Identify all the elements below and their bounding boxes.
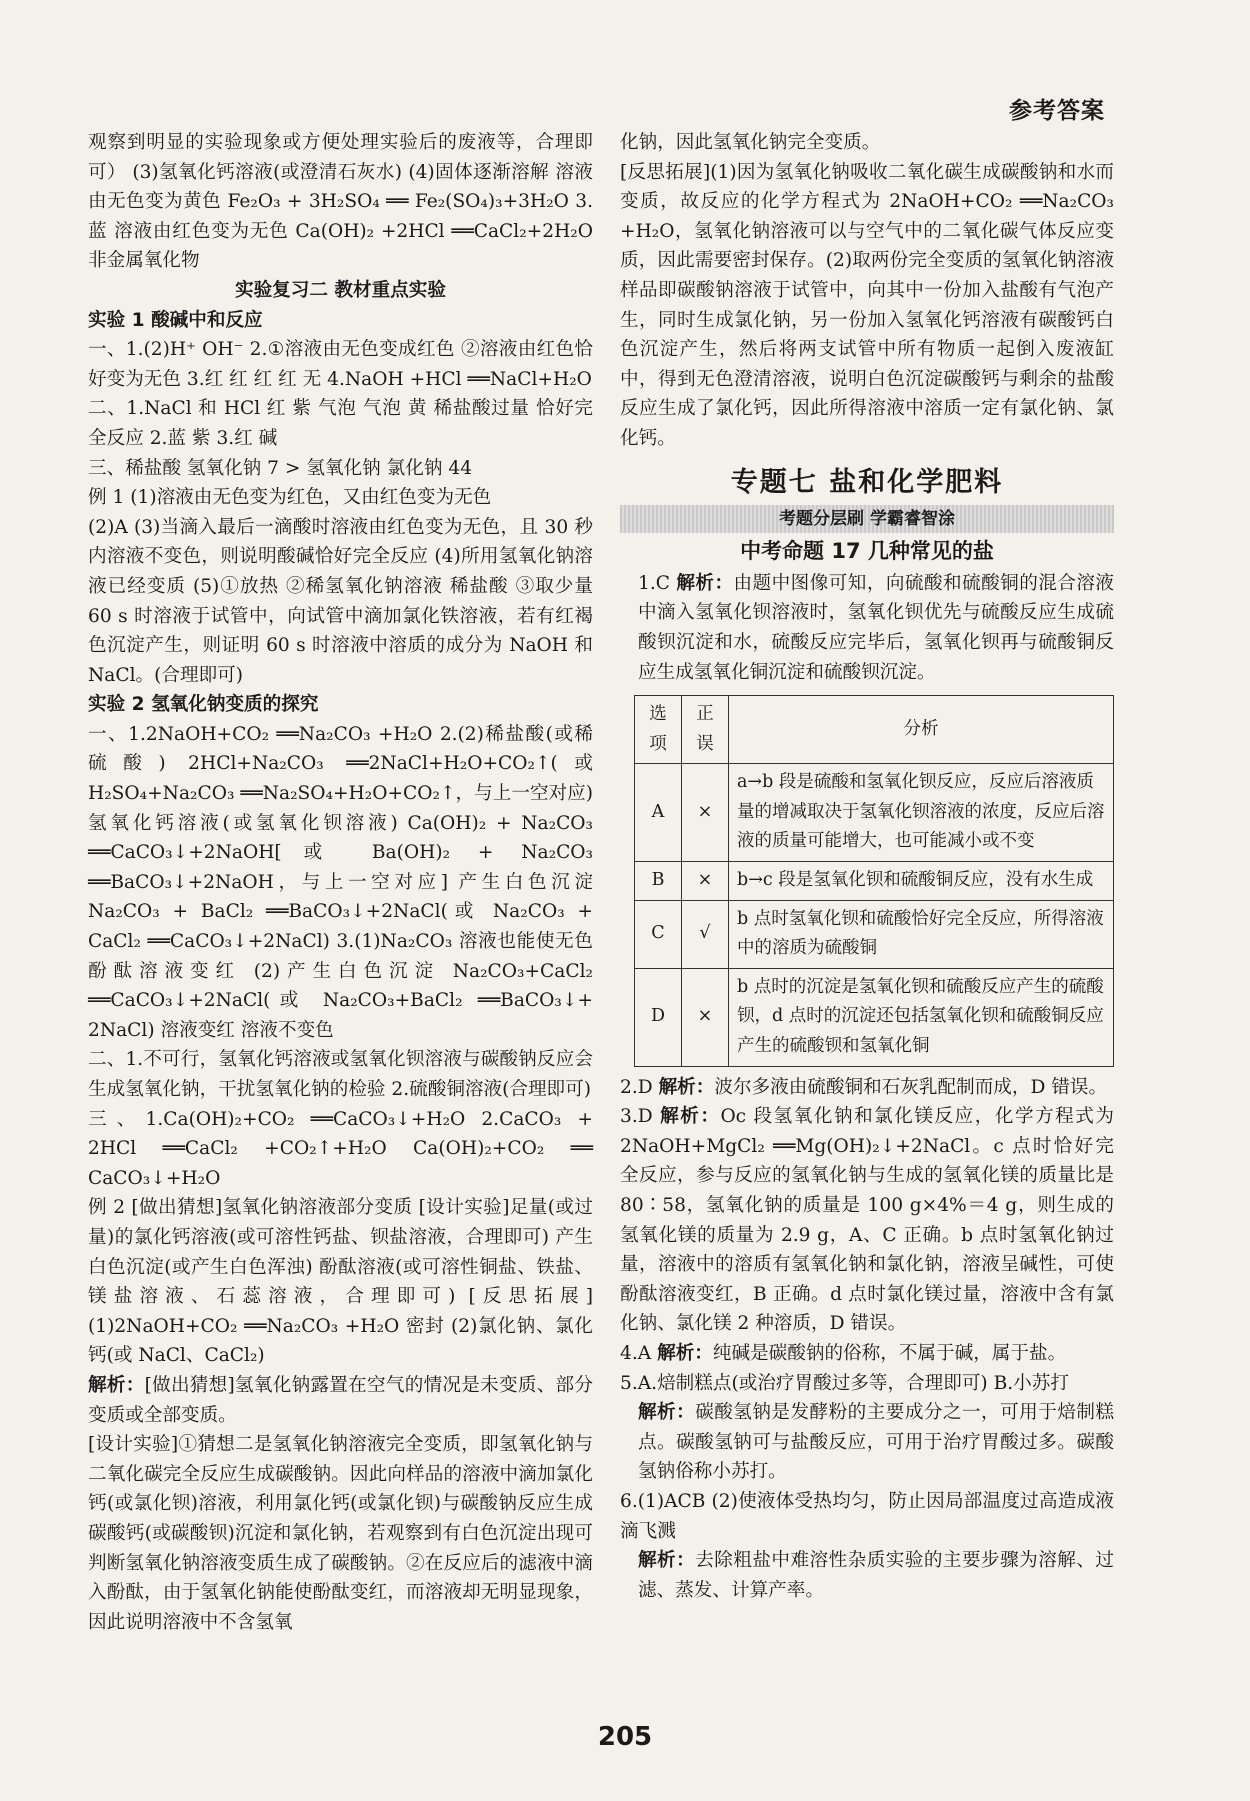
table-header-option: 选项 xyxy=(635,696,682,764)
answer-number: 2.D xyxy=(620,1076,653,1098)
left-paragraph: 例 1 (1)溶液由无色变为红色，又由红色变为无色 xyxy=(88,487,492,509)
table-cell-analysis: b→c 段是氢氧化钡和硫酸铜反应，没有水生成 xyxy=(729,862,1114,901)
table-cell-mark: × xyxy=(682,968,729,1066)
answer-number: 6.(1)ACB (2)使液体受热均匀，防止因局部温度过高造成液滴飞溅 xyxy=(620,1490,1114,1542)
q1-analysis-label: 解析： xyxy=(676,572,734,594)
analysis-text: Oc 段氢氧化钠和氯化镁反应，化学方程式为 2NaOH+MgCl₂ ══Mg(OH)₂↓+2NaCl。c 点时恰好完全反应，参与反应的氢氧化钠与生成的氢氧化镁的质量比是 80∶58，氢氧化钠的质量是 100 g×4%＝4 g，则生成的氢氧化镁的质量为 2.9 g，A、C 正确。b 点时氢氧化钠过量，溶液中的溶质有氢氧化钠和氯化钠，溶液呈碱性，可使酚酞溶液变红，B 正确。d 点时氯化镁过量，溶液中含有氯化钠、氯化镁 2 种溶质，D 错误。 xyxy=(620,1106,1114,1335)
answer-paragraph xyxy=(620,1487,1114,1546)
answer-paragraph xyxy=(620,1546,1114,1605)
right-column xyxy=(620,128,1114,1605)
table-cell-mark: × xyxy=(682,764,729,862)
page-header-title: 参考答案 xyxy=(1009,98,1105,124)
left-paragraph: 二、1.NaCl 和 HCl 红 紫 气泡 气泡 黄 稀盐酸过量 恰好完全反应 2.蓝 紫 3.红 碱 xyxy=(88,398,593,449)
left-paragraph: 例 2 [做出猜想]氢氧化钠溶液部分变质 [设计实验]足量(或过量)的氯化钙溶液(或可溶性钙盐、钡盐溶液，合理即可) 产生白色沉淀(或产生白色浑浊) 酚酞溶液(或可溶性铜盐、铁盐、镁盐溶液、石蕊溶液，合理即可) [反思拓展](1)2NaOH+CO₂ ══Na₂CO₃ +H₂O 密封 (2)氯化钠、氯化钙(或 NaCl、CaCl₂) xyxy=(88,1197,593,1367)
table-row xyxy=(635,862,1114,901)
right-column-top-text xyxy=(620,128,1114,454)
left-paragraph: [设计实验]①猜想二是氢氧化钠溶液完全变质，即氢氧化钠与二氧化碳完全反应生成碳酸钠。因此向样品的溶液中滴加氯化钙(或氯化钡)溶液，利用氯化钙(或氯化钡)与碳酸钠反应生成碳酸钙(或碳酸钡)沉淀和氯化钠，若观察到有白色沉淀出现可判断氢氧化钠溶液变质生成了碳酸钠。②在反应后的滤液中滴入酚酞，由于氢氧化钠能使酚酞变红，而溶液却无明显现象，因此说明溶液中不含氢氧 xyxy=(88,1434,593,1633)
section-heading: 实验复习二 教材重点实验 xyxy=(234,279,446,301)
right-column-bottom-text xyxy=(620,1073,1114,1606)
analysis-text: 去除粗盐中难溶性杂质实验的主要步骤为溶解、过滤、蒸发、计算产率。 xyxy=(638,1550,1114,1601)
table-header-row xyxy=(635,696,1114,764)
left-paragraph: 三、1.Ca(OH)₂+CO₂ ══CaCO₃↓+H₂O 2.CaCO₃ + 2HCl ══CaCl₂ +CO₂↑+H₂O Ca(OH)₂+CO₂ ══ CaCO₃↓+H₂O xyxy=(88,1108,593,1189)
analysis-table xyxy=(634,695,1114,1067)
experiment-heading: 实验 1 酸碱中和反应 xyxy=(88,309,263,331)
left-paragraph: 观察到明显的实验现象或方便处理实验后的废液等，合理即可） (3)氢氧化钙溶液(或澄清石灰水) (4)固体逐渐溶解 溶液由无色变为黄色 Fe₂O₃ + 3H₂SO₄ ══ Fe₂(SO₄)₃+3H₂O 3.蓝 溶液由红色变为无色 Ca(OH)₂ +2HCl ══CaCl₂+2H₂O 非金属氧化物 xyxy=(88,132,593,272)
table-row xyxy=(635,900,1114,968)
analysis-text: [做出猜想]氢氧化钠露置在空气的情况是未变质、部分变质或全部变质。 xyxy=(88,1374,593,1426)
q1-answer: 1.C xyxy=(638,572,670,594)
answer-paragraph xyxy=(620,1398,1114,1487)
section-band: 考题分层刷 学霸睿智涂 xyxy=(620,505,1114,533)
left-paragraph: (2)A (3)当滴入最后一滴酸时溶液由红色变为无色，且 30 秒内溶液不变色，则说明酸碱恰好完全反应 (4)所用氢氧化钠溶液已经变质 (5)①放热 ②稀氢氧化钠溶液 稀盐酸 ③取少量 60 s 时溶液于试管中，向试管中滴加氯化铁溶液，若有红褐色沉淀产生，则证明 60 s 时溶液中溶质的成分为 NaOH 和 NaCl。(合理即可) xyxy=(88,516,593,686)
analysis-label: 解析： xyxy=(88,1374,145,1396)
table-cell-option: B xyxy=(635,862,682,901)
table-cell-analysis: a→b 段是硫酸和氢氧化钡反应，反应后溶液质量的增减取决于氢氧化钡溶液的浓度，反应后溶液的质量可能增大，也可能减小或不变 xyxy=(729,764,1114,862)
table-header-analysis: 分析 xyxy=(729,696,1114,764)
analysis-label: 解析： xyxy=(638,1550,696,1572)
page-number: 205 xyxy=(597,1722,653,1752)
left-paragraph xyxy=(88,1371,593,1430)
experiment-heading: 实验 2 氢氧化钠变质的探究 xyxy=(88,694,319,716)
analysis-text: 碳酸氢钠是发酵粉的主要成分之一，可用于焙制糕点。碳酸氢钠可与盐酸反应，可用于治疗胃酸过多。碳酸氢钠俗称小苏打。 xyxy=(638,1402,1114,1483)
table-cell-mark: × xyxy=(682,862,729,901)
answer-number: 4.A xyxy=(620,1342,652,1364)
analysis-label: 解析： xyxy=(657,1342,713,1364)
subtopic-title: 中考命题 17 几种常见的盐 xyxy=(740,539,994,564)
right-paragraph: [反思拓展](1)因为氢氧化钠吸收二氧化碳生成碳酸钠和水而变质，故反应的化学方程式为 2NaOH+CO₂ ══Na₂CO₃ +H₂O，氢氧化钠溶液可以与空气中的二氧化碳气体反应变质，因此需要密封保存。(2)取两份完全变质的氢氧化钠溶液样品即碳酸钠溶液于试管中，向其中一份加入盐酸有气泡产生，同时生成氯化钠，另一份加入氢氧化钙溶液有碳酸钙白色沉淀产生，然后将两支试管中所有物质一起倒入废液缸中，得到无色澄清溶液，说明白色沉淀碳酸钙与剩余的盐酸反应生成了氯化钙，因此所得溶液中溶质一定有氯化钠、氯化钙。 xyxy=(620,161,1114,449)
left-column xyxy=(88,128,593,1637)
table-row xyxy=(635,764,1114,862)
right-paragraph: 化钠，因此氢氧化钠完全变质。 xyxy=(620,132,881,153)
table-cell-option: D xyxy=(635,968,682,1066)
table-header-correctness: 正误 xyxy=(682,696,729,764)
answer-paragraph xyxy=(620,1369,1114,1399)
table-cell-option: A xyxy=(635,764,682,862)
analysis-text: 纯碱是碳酸钠的俗称，不属于碱，属于盐。 xyxy=(712,1342,1067,1364)
left-paragraph: 一、1.2NaOH+CO₂ ══Na₂CO₃ +H₂O 2.(2)稀盐酸(或稀硫酸) 2HCl+Na₂CO₃ ══2NaCl+H₂O+CO₂↑(或 H₂SO₄+Na₂CO₃ ══Na₂SO₄+H₂O+CO₂↑，与上一空对应) 氢氧化钙溶液(或氢氧化钡溶液) Ca(OH)₂ + Na₂CO₃ ══CaCO₃↓+2NaOH[或 Ba(OH)₂ + Na₂CO₃ ══BaCO₃↓+2NaOH，与上一空对应] 产生白色沉淀 Na₂CO₃ + BaCl₂ ══BaCO₃↓+2NaCl(或 Na₂CO₃ + CaCl₂ ══CaCO₃↓+2NaCl) 3.(1)Na₂CO₃ 溶液也能使无色酚酞溶液变红 (2)产生白色沉淀 Na₂CO₃+CaCl₂ ══CaCO₃↓+2NaCl(或 Na₂CO₃+BaCl₂ ══BaCO₃↓+ 2NaCl) 溶液变红 溶液不变色 xyxy=(88,723,593,1041)
table-row xyxy=(635,968,1114,1066)
answer-paragraph xyxy=(620,1339,1114,1369)
left-paragraph: 一、1.(2)H⁺ OH⁻ 2.①溶液由无色变成红色 ②溶液由红色恰好变为无色 3.红 红 红 红 无 4.NaOH +HCl ══NaCl+H₂O xyxy=(88,339,593,390)
answer-paragraph xyxy=(620,1073,1114,1103)
analysis-label: 解析： xyxy=(660,1106,721,1128)
analysis-label: 解析： xyxy=(658,1076,715,1098)
left-paragraph: 二、1.不可行，氢氧化钙溶液或氢氧化钡溶液与碳酸钠反应会生成氢氧化钠，干扰氢氧化钠的检验 2.硫酸铜溶液(合理即可) xyxy=(88,1049,593,1100)
analysis-label: 解析： xyxy=(638,1402,696,1424)
table-cell-option: C xyxy=(635,900,682,968)
table-cell-analysis: b 点时氢氧化钡和硫酸恰好完全反应，所得溶液中的溶质为硫酸铜 xyxy=(729,900,1114,968)
answer-paragraph xyxy=(620,1102,1114,1339)
table-cell-mark: √ xyxy=(682,900,729,968)
table-cell-analysis: b 点时的沉淀是氢氧化钡和硫酸反应产生的硫酸钡，d 点时的沉淀还包括氢氧化钡和硫酸铜反应产生的硫酸钡和氢氧化铜 xyxy=(729,968,1114,1066)
analysis-text: 波尔多液由硫酸铜和石灰乳配制而成，D 错误。 xyxy=(714,1076,1108,1098)
left-paragraph: 三、稀盐酸 氢氧化钠 7 > 氢氧化钠 氯化钠 44 xyxy=(88,457,473,479)
topic-title: 专题七 盐和化学肥料 xyxy=(730,466,1004,498)
question-1 xyxy=(620,569,1114,687)
answer-number: 5.A.焙制糕点(或治疗胃酸过多等，合理即可) B.小苏打 xyxy=(620,1372,1069,1394)
answer-number: 3.D xyxy=(620,1106,653,1128)
q1-analysis-text: 由题中图像可知，向硫酸和硫酸铜的混合溶液中滴入氢氧化钡溶液时，氢氧化钡优先与硫酸反应生成硫酸钡沉淀和水，硫酸反应完毕后，氢氧化钡再与硫酸铜反应生成氢氧化铜沉淀和硫酸钡沉淀。 xyxy=(638,572,1114,683)
